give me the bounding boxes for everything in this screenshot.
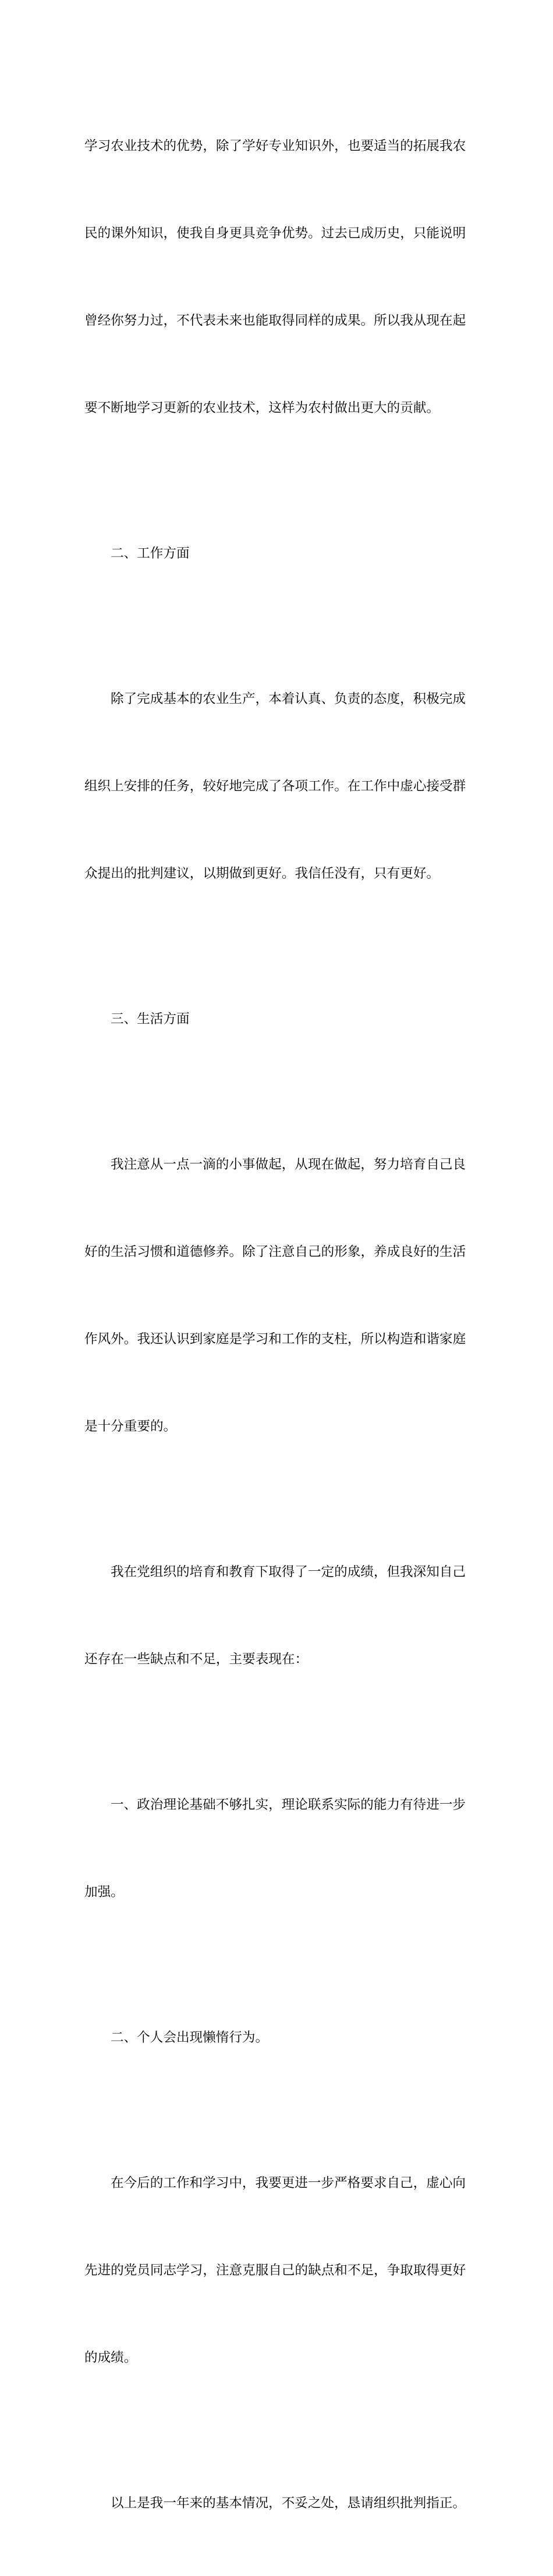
- paragraph-work: [84, 626, 472, 946]
- text-line: 是十分重要的。: [84, 1419, 177, 1434]
- text-line: 众提出的批判建议，以期做到更好。我信任没有，只有更好。: [84, 866, 440, 881]
- paragraph-closing: [84, 2430, 472, 2576]
- text-line: 我在党组织的培育和教育下取得了一定的成绩，但我深知自己: [111, 1564, 466, 1580]
- text-line: 组织上安排的任务，较好地完成了各项工作。在工作中虚心接受群: [84, 779, 466, 794]
- heading-line: 二、工作方面: [111, 546, 190, 561]
- paragraph-shortcoming-one: [84, 1732, 472, 1965]
- text-line: 要不断地学习更新的农业技术，这样为农村做出更大的贡献。: [84, 400, 440, 416]
- section-heading-work: [84, 481, 472, 626]
- text-line: 我注意从一点一滴的小事做起，从现在做起，努力培育自己良: [111, 1157, 466, 1172]
- text-line: 曾经你努力过，不代表未来也能取得同样的成果。所以我从现在起: [84, 313, 466, 328]
- text-line: 除了完成基本的农业生产，本着认真、负责的态度，积极完成: [111, 691, 466, 707]
- paragraph-shortcomings-intro: [84, 1499, 472, 1732]
- document-body: [84, 73, 472, 2576]
- heading-line: 三、生活方面: [111, 1012, 190, 1027]
- paragraph-study-continuation: [84, 73, 472, 481]
- text-line: 的成绩。: [84, 2350, 137, 2365]
- text-line: 民的课外知识，使我自身更具竞争优势。过去已成历史，只能说明: [84, 226, 466, 241]
- text-line: 二、个人会出现懒惰行为。: [111, 2030, 269, 2045]
- text-line: 好的生活习惯和道德修养。除了注意自己的形象，养成良好的生活: [84, 1244, 466, 1259]
- text-line: 以上是我一年来的基本情况，不妥之处，恳请组织批判指正。: [111, 2496, 466, 2511]
- paragraph-life: [84, 1092, 472, 1499]
- text-line: 学习农业技术的优势，除了学好专业知识外，也要适当的拓展我农: [84, 139, 466, 154]
- section-heading-life: [84, 946, 472, 1092]
- paragraph-shortcoming-two: [84, 1965, 472, 2110]
- text-line: 作风外。我还认识到家庭是学习和工作的支柱，所以构造和谐家庭: [84, 1332, 466, 1347]
- text-line: 加强。: [84, 1885, 124, 1900]
- text-line: 还存在一些缺点和不足，主要表现在：: [84, 1652, 309, 1667]
- text-line: 一、政治理论基础不够扎实，理论联系实际的能力有待进一步: [111, 1797, 466, 1812]
- paragraph-future: [84, 2110, 472, 2430]
- text-line: 先进的党员同志学习，注意克服自己的缺点和不足，争取取得更好: [84, 2263, 466, 2278]
- text-line: 在今后的工作和学习中，我要更进一步严格要求自己，虚心向: [111, 2176, 466, 2191]
